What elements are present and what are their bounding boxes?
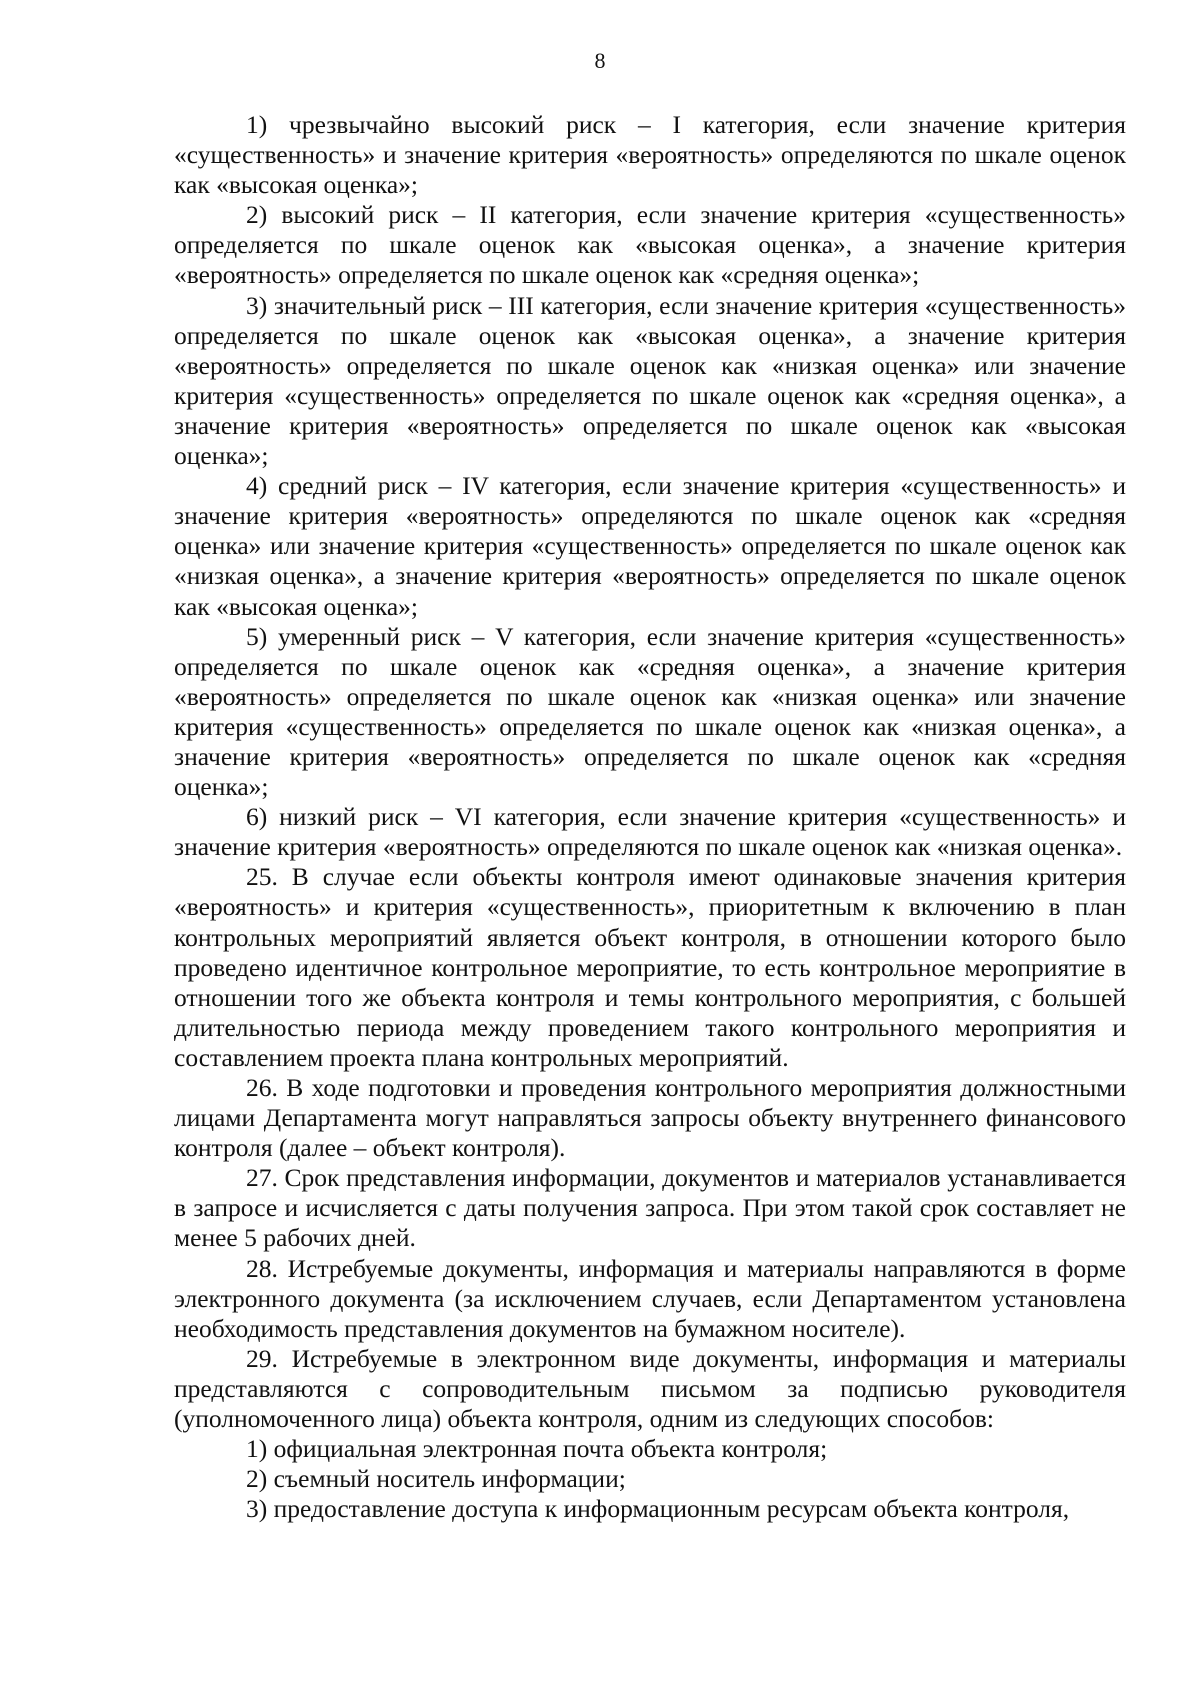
- risk-category-3-paragraph: 3) значительный риск – III категория, если значение критерия «существенность» определяется по шкале оценок как «высокая оценка», а значение критерия «вероятность» определяется по шкале оценок как «низкая оценка» или значение критерия «существенность» определяется по шкале оценок как «средняя оценка», а значение критерия «вероятность» определяется по шкале оценок как «высокая оценка»;: [174, 290, 1126, 471]
- risk-category-1-paragraph: 1) чрезвычайно высокий риск – I категория, если значение критерия «существенность» и значение критерия «вероятность» определяются по шкале оценок как «высокая оценка»;: [174, 110, 1126, 200]
- clause-28-paragraph: 28. Истребуемые документы, информация и материалы направляются в форме электронного документа (за исключением случаев, если Департаментом установлена необходимость представления документов на бумажном носителе).: [174, 1253, 1126, 1343]
- clause-26-paragraph: 26. В ходе подготовки и проведения контрольного мероприятия должностными лицами Департамента могут направляться запросы объекту внутреннего финансового контроля (далее – объект контроля).: [174, 1073, 1126, 1163]
- risk-category-6-paragraph: 6) низкий риск – VI категория, если значение критерия «существенность» и значение критерия «вероятность» определяются по шкале оценок как «низкая оценка».: [174, 802, 1126, 862]
- clause-29-paragraph: 29. Истребуемые в электронном виде документы, информация и материалы представляются с сопроводительным письмом за подписью руководителя (уполномоченного лица) объекта контроля, одним из следующих способов:: [174, 1343, 1126, 1434]
- risk-category-5-paragraph: 5) умеренный риск – V категория, если значение критерия «существенность» определяется по шкале оценок как «средняя оценка», а значение критерия «вероятность» определяется по шкале оценок как «низкая оценка» или значение критерия «существенность» определяется по шкале оценок как «низкая оценка», а значение критерия «вероятность» определяется по шкале оценок как «средняя оценка»;: [174, 621, 1126, 802]
- delivery-method-3-item: 3) предоставление доступа к информационным ресурсам объекта контроля,: [246, 1494, 1070, 1524]
- delivery-method-2-item: 2) съемный носитель информации;: [246, 1464, 626, 1494]
- clause-27-paragraph: 27. Срок представления информации, документов и материалов устанавливается в запросе и исчисляется с даты получения запроса. При этом такой срок составляет не менее 5 рабочих дней.: [174, 1163, 1126, 1253]
- risk-category-2-paragraph: 2) высокий риск – II категория, если значение критерия «существенность» определяется по шкале оценок как «высокая оценка», а значение критерия «вероятность» определяется по шкале оценок как «средняя оценка»;: [174, 200, 1126, 290]
- clause-25-paragraph: 25. В случае если объекты контроля имеют одинаковые значения критерия «вероятность» и критерия «существенность», приоритетным к включению в план контрольных мероприятий является объект контроля, в отношении которого было проведено идентичное контрольное мероприятие, то есть контрольное мероприятие в отношении того же объекта контроля и темы контрольного мероприятия, с большей длительностью периода между проведением такого контрольного мероприятия и составлением проекта плана контрольных мероприятий.: [174, 862, 1126, 1072]
- page-number: 8: [594, 48, 606, 73]
- document-body: [174, 110, 1126, 1524]
- delivery-method-1-item: 1) официальная электронная почта объекта контроля;: [246, 1434, 828, 1464]
- risk-category-4-paragraph: 4) средний риск – IV категория, если значение критерия «существенность» и значение критерия «вероятность» определяются по шкале оценок как «средняя оценка» или значение критерия «существенность» определяется по шкале оценок как «низкая оценка», а значение критерия «вероятность» определяется по шкале оценок как «высокая оценка»;: [174, 471, 1126, 621]
